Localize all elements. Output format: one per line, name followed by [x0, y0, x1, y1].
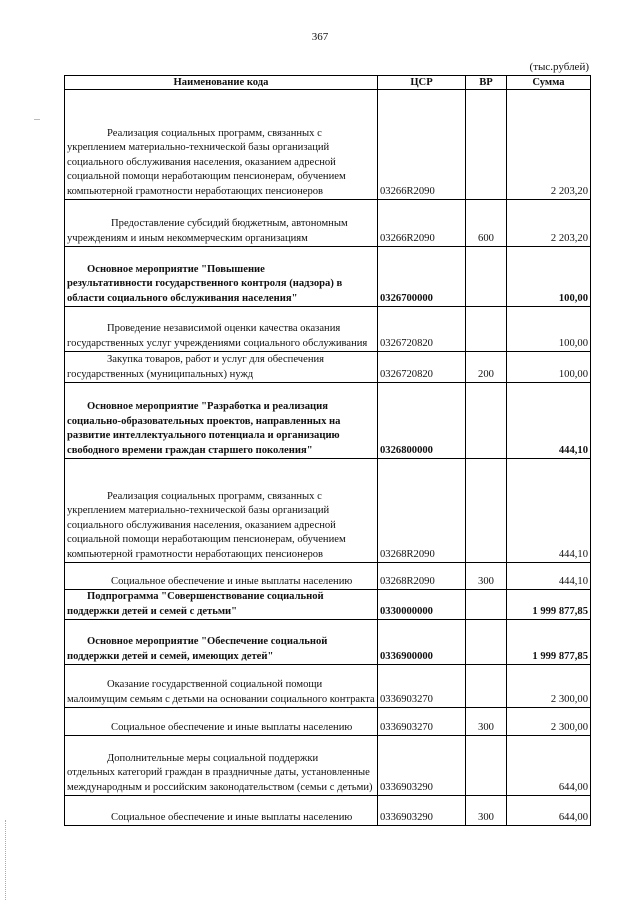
row-vr [466, 90, 507, 200]
row-name-rest: государственных (муниципальных) нужд [67, 368, 254, 380]
row-vr [466, 620, 507, 665]
row-code: 0336903270 [378, 708, 466, 736]
row-sum: 444,10 [507, 563, 591, 590]
row-name-rest: результативности государственного контроля (надзора) в области социального обслуживания населения" [67, 278, 343, 304]
row-code: 03268R2090 [378, 563, 466, 590]
row-sum: 444,10 [507, 383, 591, 459]
row-name-first: Подпрограмма "Совершенствование социальной [87, 591, 324, 602]
row-code: 03266R2090 [378, 90, 466, 200]
row-vr: 300 [466, 563, 507, 590]
row-sum: 2 300,00 [507, 665, 591, 708]
row-sum: 644,00 [507, 736, 591, 796]
units-label: (тыс.рублей) [529, 61, 589, 73]
row-vr [466, 665, 507, 708]
table-row [65, 383, 591, 459]
row-sum: 100,00 [507, 247, 591, 307]
row-vr: 300 [466, 708, 507, 736]
row-code: 0326720820 [378, 307, 466, 352]
row-code: 0326700000 [378, 247, 466, 307]
row-name [65, 459, 378, 563]
row-code: 03268R2090 [378, 459, 466, 563]
row-vr: 200 [466, 352, 507, 383]
row-code: 0330000000 [378, 590, 466, 620]
row-name-rest: укреплением материально-технической базы организаций социального обслуживания населения, оказанием адресной социальной помощи неработающим пенсионерам, обучением компьютерной грамотности неработающих пенсионеров [67, 142, 346, 197]
row-sum: 2 300,00 [507, 708, 591, 736]
row-vr [466, 307, 507, 352]
row-sum: 100,00 [507, 307, 591, 352]
table-row [65, 247, 591, 307]
row-name [65, 307, 378, 352]
table-row [65, 563, 591, 590]
row-name-rest: поддержки детей и семей, имеющих детей" [67, 650, 274, 662]
row-name-rest: социально-образовательных проектов, направленных на развитие интеллектуального потенциала и организацию свободного времени граждан старшего поколения" [67, 415, 341, 456]
table-row [65, 665, 591, 708]
row-name-rest: укреплением материально-технической базы организаций социального обслуживания населения, оказанием адресной социальной помощи неработающим пенсионерам, обучением компьютерной грамотности неработающих пенсионеров [67, 505, 346, 560]
table-row [65, 590, 591, 620]
row-code: 0326720820 [378, 352, 466, 383]
row-sum: 2 203,20 [507, 90, 591, 200]
row-name [65, 620, 378, 665]
row-sum: 2 203,20 [507, 200, 591, 247]
row-name-first: Предоставление субсидий бюджетным, автономным [111, 218, 348, 229]
row-name-first: Оказание государственной социальной помощи [107, 679, 323, 690]
row-name-first: Реализация социальных программ, связанных с [107, 127, 322, 139]
table-row [65, 352, 591, 383]
row-code: 03266R2090 [378, 200, 466, 247]
margin-scan-mark [5, 820, 8, 900]
row-name-rest: государственных услуг учреждениями социального обслуживания [67, 337, 368, 349]
row-name-rest: поддержки детей и семей с детьми" [67, 605, 238, 617]
row-name [65, 736, 378, 796]
row-vr [466, 459, 507, 563]
row-name [65, 708, 378, 736]
table-row [65, 796, 591, 826]
row-name-first: Реализация социальных программ, связанных с [107, 490, 322, 502]
page-number: 367 [311, 31, 329, 43]
table-row [65, 736, 591, 796]
row-name [65, 352, 378, 383]
row-sum: 1 999 877,85 [507, 620, 591, 665]
row-name-first: Социальное обеспечение и иные выплаты населению [111, 811, 353, 823]
row-code: 0336903290 [378, 736, 466, 796]
row-sum: 1 999 877,85 [507, 590, 591, 620]
row-code: 0326800000 [378, 383, 466, 459]
row-name [65, 90, 378, 200]
row-vr [466, 383, 507, 459]
row-name-rest: учреждениям и иным некоммерческим организациям [67, 232, 308, 244]
row-name-first: Социальное обеспечение и иные выплаты населению [111, 721, 353, 733]
budget-table [64, 75, 591, 826]
table-header-row [65, 76, 591, 90]
row-vr: 600 [466, 200, 507, 247]
row-name [65, 200, 378, 247]
row-code: 0336903270 [378, 665, 466, 708]
table-row [65, 708, 591, 736]
row-name [65, 590, 378, 620]
row-name-first: Основное мероприятие "Повышение [87, 263, 265, 275]
row-name-first: Социальное обеспечение и иные выплаты населению [111, 575, 353, 587]
table-row [65, 200, 591, 247]
table-row [65, 620, 591, 665]
row-name [65, 796, 378, 826]
header-name: Наименование кода [65, 76, 378, 90]
row-vr: 300 [466, 796, 507, 826]
row-name [65, 665, 378, 708]
row-name [65, 247, 378, 307]
row-code: 0336900000 [378, 620, 466, 665]
row-name-first: Основное мероприятие "Обеспечение социальной [87, 636, 328, 647]
margin-scan-tick [34, 119, 40, 120]
row-name-first: Дополнительные меры социальной поддержки [107, 752, 319, 764]
table-row [65, 307, 591, 352]
row-code: 0336903290 [378, 796, 466, 826]
row-name [65, 563, 378, 590]
header-code: ЦСР [378, 76, 466, 90]
row-name-rest: отдельных категорий граждан в праздничные даты, установленные международным и российским законодательством (семьи с детьми) [67, 767, 373, 793]
header-vr: ВР [466, 76, 507, 90]
table-row [65, 459, 591, 563]
row-name-first: Проведение независимой оценки качества оказания [107, 323, 341, 334]
table-row [65, 90, 591, 200]
row-name-rest: малоимущим семьям с детьми на основании социального контракта [67, 693, 375, 705]
row-vr [466, 736, 507, 796]
row-name-first: Закупка товаров, работ и услуг для обеспечения [107, 354, 325, 365]
row-sum: 644,00 [507, 796, 591, 826]
header-sum: Сумма [507, 76, 591, 90]
row-vr [466, 590, 507, 620]
row-sum: 100,00 [507, 352, 591, 383]
row-vr [466, 247, 507, 307]
row-sum: 444,10 [507, 459, 591, 563]
row-name-first: Основное мероприятие "Разработка и реализация [87, 401, 328, 412]
row-name [65, 383, 378, 459]
